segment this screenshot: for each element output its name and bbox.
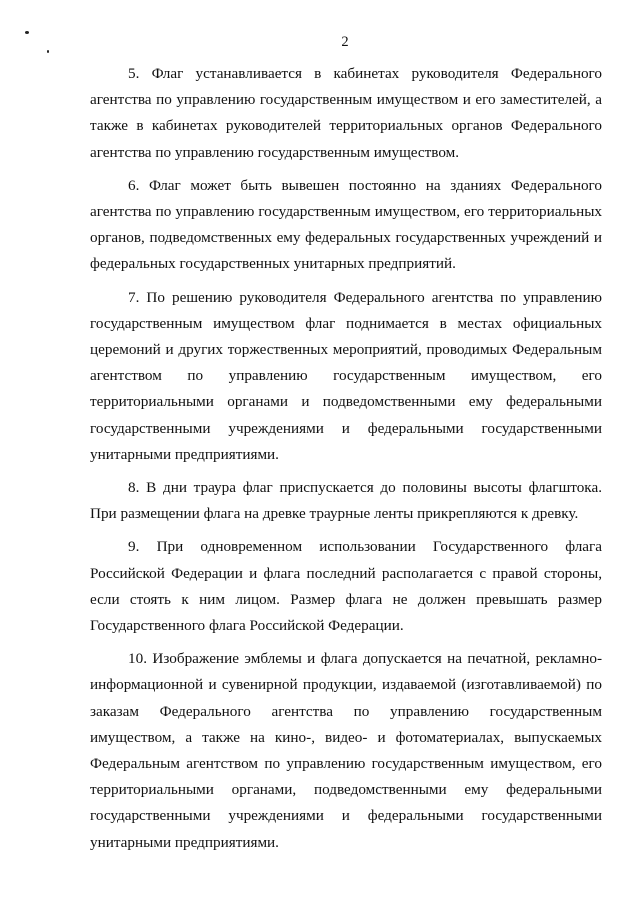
document-body (90, 61, 602, 863)
page-number: 2 (341, 34, 349, 50)
paragraph-10: 10. Изображение эмблемы и флага допускается на печатной, рекламно-информационной и сувенирной продукции, издаваемой (изготавливаемой) по заказам Федерального агентства по управлению государственным имуществом, а также на кино-, видео- и фотоматериалах, выпускаемых Федеральным агентством по управлению государственным имуществом, его территориальными органами, подведомственными ему федеральными государственными учреждениями и федеральными государственными унитарными предприятиями. (90, 650, 602, 851)
paragraph-6: 6. Флаг может быть вывешен постоянно на зданиях Федерального агентства по управлению государственным имуществом, его территориальных органов, подведомственных ему федеральных государственных учреждений и федеральных государственных унитарных предприятий. (90, 176, 602, 273)
paragraph-8: 8. В дни траура флаг приспускается до половины высоты флагштока. При размещении флага на древке траурные ленты прикрепляются к древку. (90, 479, 602, 523)
paragraph-5: 5. Флаг устанавливается в кабинетах руководителя Федерального агентства по управлению государственным имуществом и его заместителей, а также в кабинетах руководителей территориальных органов Федерального агентства по управлению государственным имуществом. (90, 65, 602, 161)
paragraph-9: 9. При одновременном использовании Государственного флага Российской Федерации и флага последний располагается с правой стороны, если стоять к ним лицом. Размер флага не должен превышать размер Государственного флага Российской Федерации. (90, 538, 602, 635)
paragraph-7: 7. По решению руководителя Федерального агентства по управлению государственным имуществом флаг поднимается в местах официальных церемоний и других торжественных мероприятий, проводимых Федеральным агентством по управлению государственным имуществом, его территориальными органами и подведомственными ему федеральными государственными учреждениями и федеральными государственными унитарными предприятиями. (90, 288, 602, 463)
